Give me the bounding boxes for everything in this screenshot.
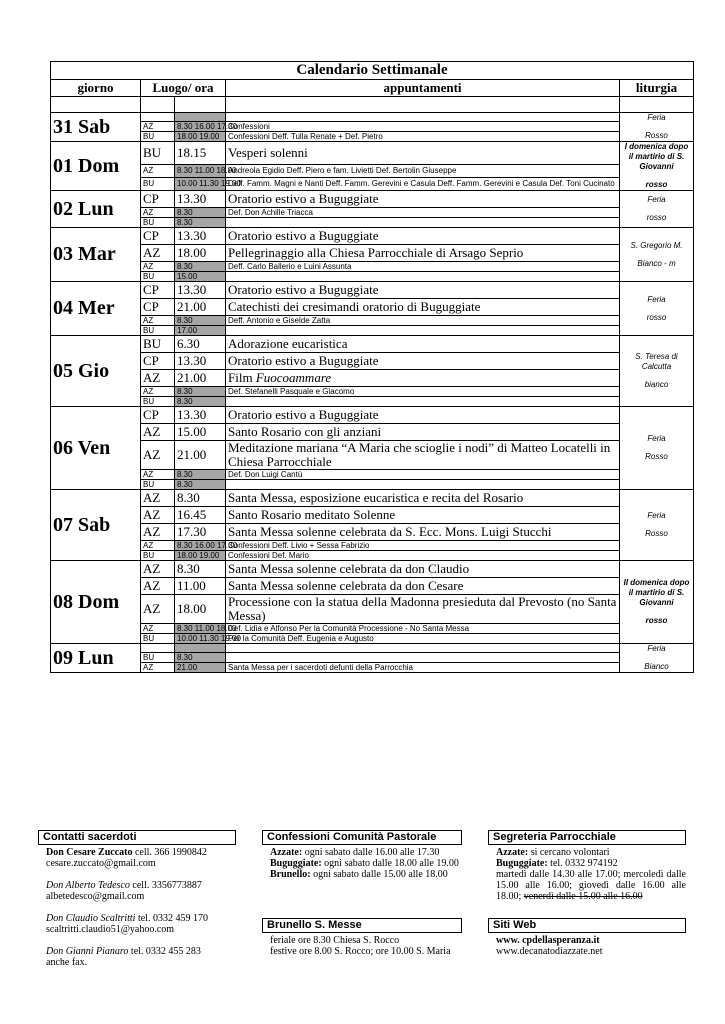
spacer-cell (51, 97, 141, 113)
calendar-row (51, 663, 694, 673)
siti-heading: Siti Web (488, 918, 686, 933)
location-cell: AZ (141, 316, 175, 326)
time-cell: 8.30 (175, 653, 226, 663)
time-cell: 8.30 (175, 480, 226, 490)
appointment-cell (226, 644, 620, 653)
spacer-cell (620, 97, 694, 113)
time-cell: 15.00 (175, 272, 226, 282)
location-cell: AZ (141, 595, 175, 624)
segreteria-box (488, 830, 686, 902)
header-luogo-ora: Luogo/ ora (141, 80, 226, 97)
location-cell: BU (141, 326, 175, 336)
liturgy-color: Bianco (644, 662, 669, 671)
day-label: 01 Dom (51, 142, 141, 191)
appointment-cell: Confessioni Def. Mario (226, 551, 620, 561)
appointment-cell: Per la Comunità Deff. Eugenia e Augusto (226, 634, 620, 644)
location-cell (141, 644, 175, 653)
calendar-row (51, 282, 694, 299)
calendar-row (51, 272, 694, 282)
appointment-cell: Vesperi solenni (226, 142, 620, 165)
priest-tel: tel. 0332 455 283 (128, 946, 201, 957)
time-cell: 18.00 19.00 (175, 551, 226, 561)
calendar-row (51, 653, 694, 663)
calendar-row (51, 480, 694, 490)
liturgy-name: II domenica dopo il martirio di S. Giovanni (623, 578, 690, 607)
time-cell: 8.30 (175, 218, 226, 228)
time-cell: 8.30 (175, 316, 226, 326)
time-cell: 13.30 (175, 191, 226, 208)
time-cell: 15.00 (175, 424, 226, 441)
calendar-row (51, 228, 694, 245)
calendar-row (51, 387, 694, 397)
liturgy-color: bianco (644, 380, 669, 389)
calendar-row (51, 470, 694, 480)
spacer-cell (175, 97, 226, 113)
time-cell: 18.00 (175, 595, 226, 624)
calendar-row (51, 397, 694, 407)
time-cell: 13.30 (175, 282, 226, 299)
location-cell: AZ (141, 470, 175, 480)
time-cell: 8.30 11.00 18.00 (175, 624, 226, 634)
time-cell (175, 644, 226, 653)
day-label: 02 Lun (51, 191, 141, 228)
time-cell: 8.30 (175, 490, 226, 507)
time-cell: 13.30 (175, 228, 226, 245)
location-cell: AZ (141, 262, 175, 272)
calendar-row (51, 634, 694, 644)
liturgy-cell (620, 490, 694, 561)
calendar-row (51, 524, 694, 541)
siti-web-box (488, 918, 686, 957)
priest-email[interactable]: albetedesco@gmail.com (46, 891, 145, 902)
calendar-row (51, 561, 694, 578)
time-cell: 21.00 (175, 441, 226, 470)
calendar-row (51, 164, 694, 177)
location-cell: BU (141, 218, 175, 228)
time-cell: 13.30 (175, 353, 226, 370)
liturgy-cell (620, 282, 694, 336)
appointment-cell: Confessioni (226, 122, 620, 132)
location-cell: BU (141, 551, 175, 561)
calendar-row (51, 122, 694, 132)
time-cell: 8.30 (175, 561, 226, 578)
location-cell: BU (141, 336, 175, 353)
location-cell: AZ (141, 245, 175, 262)
appointment-cell: Def. Don Achille Triacca (226, 208, 620, 218)
appointment-cell: Santa Messa per i sacerdoti defunti della Parrocchia (226, 663, 620, 673)
appointment-cell (226, 113, 620, 122)
priest-tel: tel. 0332 459 170 (135, 913, 208, 924)
liturgy-name: Feria (647, 113, 666, 122)
place-label: Buguggiate: (496, 858, 548, 869)
location-cell: AZ (141, 164, 175, 177)
location-cell: AZ (141, 441, 175, 470)
location-cell: AZ (141, 561, 175, 578)
calendar-row (51, 578, 694, 595)
calendar-row (51, 262, 694, 272)
appointment-cell: Def. Don Luigi Cantù (226, 470, 620, 480)
location-cell: BU (141, 272, 175, 282)
contatti-sacerdoti-box (38, 830, 236, 968)
location-cell: AZ (141, 387, 175, 397)
confessioni-box (262, 830, 462, 880)
calendar-row (51, 218, 694, 228)
appointment-cell: Santo Rosario meditato Solenne (226, 507, 620, 524)
brunello-heading: Brunello S. Messe (262, 918, 462, 933)
segreteria-azzate: si cercano volontari (528, 847, 610, 858)
liturgy-color: rosso (645, 616, 668, 625)
location-cell: AZ (141, 370, 175, 387)
time-cell: 17.30 (175, 524, 226, 541)
location-cell: BU (141, 480, 175, 490)
calendar-row (51, 424, 694, 441)
appointment-cell: Deff. Carlo Ballerio e Luini Assunta (226, 262, 620, 272)
appointment-cell: Santa Messa solenne celebrata da S. Ecc. Mons. Luigi Stucchi (226, 524, 620, 541)
calendar-row (51, 299, 694, 316)
time-cell: 18.00 (175, 245, 226, 262)
place-label: Buguggiate: (270, 858, 322, 869)
priest-name: Don Cesare Zuccato (46, 847, 133, 858)
liturgy-name: S. Gregorio M. (630, 240, 683, 250)
time-cell: 6.30 (175, 336, 226, 353)
liturgy-color: Rosso (645, 529, 668, 538)
location-cell (141, 113, 175, 122)
calendar-row (51, 624, 694, 634)
day-label: 05 Gio (51, 336, 141, 407)
time-cell: 21.00 (175, 299, 226, 316)
appointment-cell: Def. Stefanelli Pasquale e Giacomo (226, 387, 620, 397)
location-cell: BU (141, 634, 175, 644)
time-cell: 8.30 16.00 17.30 (175, 122, 226, 132)
time-cell: 10.00 11.30 19.00 (175, 634, 226, 644)
liturgy-name: Feria (647, 644, 666, 653)
priest-cell: cell. 366 1990842 (132, 847, 207, 858)
time-cell (175, 113, 226, 122)
priest-cell: cell. 3356773887 (129, 880, 202, 891)
header-giorno: giorno (51, 80, 141, 97)
appointment-cell: Santa Messa solenne celebrata da don Claudio (226, 561, 620, 578)
appointment-cell: Deff. Antonio e Giselde Zatta (226, 316, 620, 326)
day-label: 03 Mar (51, 228, 141, 282)
location-cell: AZ (141, 507, 175, 524)
liturgy-color: Bianco - m (637, 258, 676, 268)
location-cell: BU (141, 177, 175, 190)
location-cell: AZ (141, 541, 175, 551)
brunello-feriale: feriale ore 8.30 Chiesa S. Rocco (270, 935, 400, 946)
time-cell: 18.00 19.00 (175, 132, 226, 142)
calendar-row (51, 507, 694, 524)
location-cell: BU (141, 132, 175, 142)
place-label: Brunello: (270, 869, 311, 880)
contatti-heading: Contatti sacerdoti (38, 830, 236, 845)
liturgy-cell (620, 336, 694, 407)
calendar-row (51, 208, 694, 218)
day-label: 09 Lun (51, 644, 141, 673)
appointment-cell (226, 653, 620, 663)
liturgy-color: Rosso (645, 452, 668, 461)
location-cell: AZ (141, 490, 175, 507)
calendar-row (51, 191, 694, 208)
appointment-cell: Meditazione mariana “A Maria che scioglie i nodi” di Matteo Locatelli in Chiesa Parrocchiale (226, 441, 620, 470)
appointment-cell: Santa Messa solenne celebrata da don Cesare (226, 578, 620, 595)
time-cell: 18.15 (175, 142, 226, 165)
calendar-row (51, 595, 694, 624)
liturgy-name: I domenica dopo il martirio di S. Giovanni (624, 142, 689, 171)
day-label: 07 Sab (51, 490, 141, 561)
time-cell: 8.30 (175, 397, 226, 407)
appointment-cell: Confessioni Deff. Tulla Renate + Def. Pietro (226, 132, 620, 142)
weekly-calendar-table (50, 61, 694, 673)
calendar-row (51, 490, 694, 507)
appointment-cell: Oratorio estivo a Buguggiate (226, 407, 620, 424)
appointment-cell: Oratorio estivo a Buguggiate (226, 228, 620, 245)
confessioni-buguggiate: ogni sabato dalle 18.00 alle 19.00 (321, 858, 459, 869)
calendar-row (51, 132, 694, 142)
day-label: 06 Ven (51, 407, 141, 490)
confessioni-heading: Confessioni Comunità Pastorale (262, 830, 462, 845)
calendar-row (51, 353, 694, 370)
liturgy-cell (620, 142, 694, 191)
location-cell: AZ (141, 122, 175, 132)
confessioni-brunello: ogni sabato dalle 15.00 alle 18.00 (310, 869, 448, 880)
place-label: Azzate: (496, 847, 529, 858)
calendar-row (51, 441, 694, 470)
location-cell: CP (141, 299, 175, 316)
calendar-row (51, 316, 694, 326)
time-cell: 8.30 (175, 262, 226, 272)
calendar-row (51, 326, 694, 336)
calendar-row (51, 541, 694, 551)
appointment-cell (226, 272, 620, 282)
location-cell: BU (141, 397, 175, 407)
time-cell: 21.00 (175, 370, 226, 387)
time-cell: 10.00 11.30 19.00 (175, 177, 226, 190)
location-cell: AZ (141, 578, 175, 595)
location-cell: AZ (141, 524, 175, 541)
location-cell: CP (141, 282, 175, 299)
calendar-title: Calendario Settimanale (51, 62, 694, 80)
liturgy-cell (620, 644, 694, 673)
priest-email[interactable]: scaltritti.claudio51@yahoo.com (46, 924, 175, 935)
segreteria-hours: martedì dalle 14.30 alle 17.00; mercoledì dalle 15.00 alle 16.00; giovedì dalle 16.00 alle 18.00; (496, 869, 686, 902)
website-link[interactable]: www. cpdellasperanza.it (496, 935, 600, 946)
appointment-cell: Catechisti dei cresimandi oratorio di Buguggiate (226, 299, 620, 316)
appointment-cell (226, 397, 620, 407)
liturgy-color: rosso (646, 312, 667, 322)
time-cell: 8.30 16.00 17.30 (175, 541, 226, 551)
liturgy-cell (620, 228, 694, 282)
location-cell: BU (141, 653, 175, 663)
appointment-cell: Processione con la statua della Madonna presieduta dal Prevosto (no Santa Messa) (226, 595, 620, 624)
appointment-cell: Oratorio estivo a Buguggiate (226, 191, 620, 208)
priest-extra: anche fax. (46, 957, 88, 968)
appointment-cell (226, 218, 620, 228)
location-cell: CP (141, 228, 175, 245)
calendar-row (51, 644, 694, 653)
day-label: 08 Dom (51, 561, 141, 644)
calendar-row (51, 336, 694, 353)
calendar-row (51, 245, 694, 262)
appointment-cell: Deff. Famm. Magni e Nanti Deff. Famm. Gerevini e Casula Deff. Famm. Gerevini e Casula Def. Toni Cucinato (226, 177, 620, 190)
liturgy-cell (620, 407, 694, 490)
liturgy-name: Feria (647, 511, 666, 520)
segreteria-heading: Segreteria Parrocchiale (488, 830, 686, 845)
appointment-cell: Andreola Egidio Deff. Piero e fam. Livietti Def. Bertolin Giuseppe (226, 164, 620, 177)
appointment-cell: Pellegrinaggio alla Chiesa Parrocchiale di Arsago Seprio (226, 245, 620, 262)
time-cell: 17.00 (175, 326, 226, 336)
calendar-row (51, 407, 694, 424)
segreteria-phone: tel. 0332 974192 (547, 858, 618, 869)
liturgy-cell (620, 191, 694, 228)
appointment-cell: Santa Messa, esposizione eucaristica e recita del Rosario (226, 490, 620, 507)
appointment-cell (226, 480, 620, 490)
location-cell: CP (141, 407, 175, 424)
location-cell: AZ (141, 424, 175, 441)
appointment-cell: Def. Lidia e Alfonso Per la Comunità Processione - No Santa Messa (226, 624, 620, 634)
time-cell: 16.45 (175, 507, 226, 524)
time-cell: 8.30 (175, 470, 226, 480)
liturgy-name: Feria (647, 434, 666, 443)
place-label: Azzate: (270, 847, 303, 858)
liturgy-color: rosso (646, 213, 667, 222)
time-cell: 11.00 (175, 578, 226, 595)
location-cell: AZ (141, 624, 175, 634)
brunello-festive: festive ore 8.00 S. Rocco; ore 10.00 S. Maria (270, 946, 451, 957)
appointment-cell (226, 370, 620, 387)
spacer-cell (141, 97, 175, 113)
brunello-messe-box (262, 918, 462, 957)
priest-name: Don Alberto Tedesco (46, 880, 130, 891)
time-cell: 8.30 (175, 387, 226, 397)
header-appuntamenti: appuntamenti (226, 80, 620, 97)
segreteria-hours-cancelled: venerdì dalle 15.00 alle 16.00 (523, 891, 643, 902)
website-link[interactable]: www.decanatodiazzate.net (496, 946, 603, 957)
calendar-row (51, 142, 694, 165)
appointment-cell: Confessioni Deff. Livio + Sessa Fabrizio (226, 541, 620, 551)
location-cell: CP (141, 353, 175, 370)
location-cell: AZ (141, 663, 175, 673)
calendar-row (51, 113, 694, 122)
location-cell: CP (141, 191, 175, 208)
appointment-cell: Adorazione eucaristica (226, 336, 620, 353)
location-cell: AZ (141, 208, 175, 218)
day-label: 31 Sab (51, 113, 141, 142)
priest-name: Don Gianni Pianaro (46, 946, 129, 957)
time-cell: 13.30 (175, 407, 226, 424)
priest-name: Don Claudio Scaltritti (46, 913, 136, 924)
appointment-text: Film (228, 370, 256, 385)
time-cell: 8.30 11.00 18.00 (175, 164, 226, 177)
appointment-cell: Oratorio estivo a Buguggiate (226, 353, 620, 370)
time-cell: 8.30 (175, 208, 226, 218)
liturgy-name: Feria (647, 294, 666, 304)
calendar-row (51, 551, 694, 561)
liturgy-name: Feria (647, 195, 666, 204)
appointment-cell: Santo Rosario con gli anziani (226, 424, 620, 441)
calendar-row (51, 370, 694, 387)
liturgy-color: rosso (645, 180, 668, 189)
liturgy-color: Rosso (645, 131, 668, 140)
time-cell: 21.00 (175, 663, 226, 673)
day-label: 04 Mer (51, 282, 141, 336)
appointment-cell: Oratorio estivo a Buguggiate (226, 282, 620, 299)
priest-email[interactable]: cesare.zuccato@gmail.com (46, 858, 156, 869)
liturgy-name: S. Teresa di Calcutta (635, 352, 678, 371)
calendar-row (51, 177, 694, 190)
header-liturgia: liturgia (620, 80, 694, 97)
location-cell: BU (141, 142, 175, 165)
spacer-cell (226, 97, 620, 113)
appointment-cell (226, 326, 620, 336)
liturgy-cell (620, 561, 694, 644)
confessioni-azzate: ogni sabato dalle 16.00 alle 17.30 (302, 847, 440, 858)
liturgy-cell (620, 113, 694, 142)
film-title: Fuocoammare (255, 370, 332, 385)
